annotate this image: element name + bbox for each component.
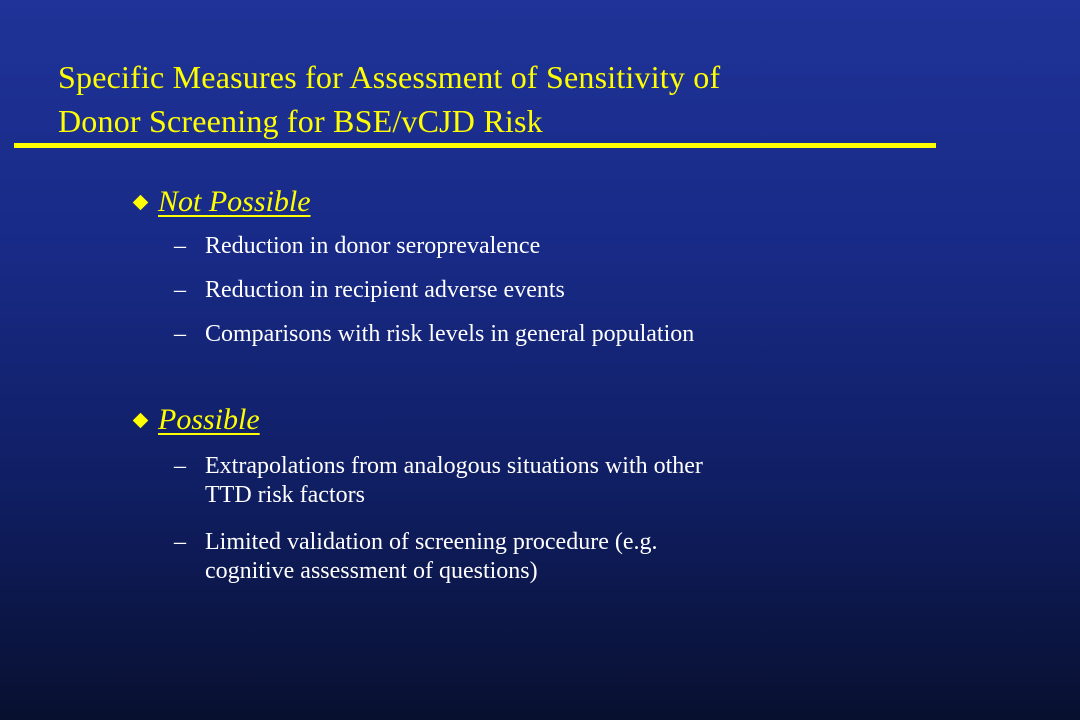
- list-item-text: Comparisons with risk levels in general population: [205, 321, 695, 347]
- title-line-2: Donor Screening for BSE/vCJD Risk: [58, 103, 543, 139]
- list-item-text: Reduction in recipient adverse events: [205, 277, 565, 303]
- list-item-text-continued: TTD risk factors: [205, 482, 365, 508]
- section-heading-label: Not Possible: [158, 185, 311, 218]
- list-item-text: Limited validation of screening procedure (e.g.: [205, 529, 658, 555]
- section-heading-possible: [134, 402, 260, 438]
- list-item: [174, 528, 914, 586]
- diamond-bullet-icon: [133, 194, 149, 210]
- list-item-text: Reduction in donor seroprevalence: [205, 233, 541, 259]
- dash-bullet: –: [174, 233, 186, 259]
- section-heading-not-possible: [134, 184, 311, 220]
- list-item: [174, 232, 914, 261]
- list-item: [174, 320, 914, 349]
- slide-title: [58, 55, 938, 143]
- diamond-bullet-icon: [133, 412, 149, 428]
- section-heading-label: Possible: [158, 403, 260, 436]
- list-item-text-continued: cognitive assessment of questions): [205, 558, 538, 584]
- dash-bullet: –: [174, 453, 186, 479]
- title-line-1: Specific Measures for Assessment of Sensitivity of: [58, 59, 721, 95]
- list-item: [174, 452, 914, 510]
- title-underline-rule: [14, 143, 936, 148]
- dash-bullet: –: [174, 277, 186, 303]
- list-item: [174, 276, 914, 305]
- list-item-text: Extrapolations from analogous situations with other: [205, 453, 703, 479]
- dash-bullet: –: [174, 321, 186, 347]
- dash-bullet: –: [174, 529, 186, 555]
